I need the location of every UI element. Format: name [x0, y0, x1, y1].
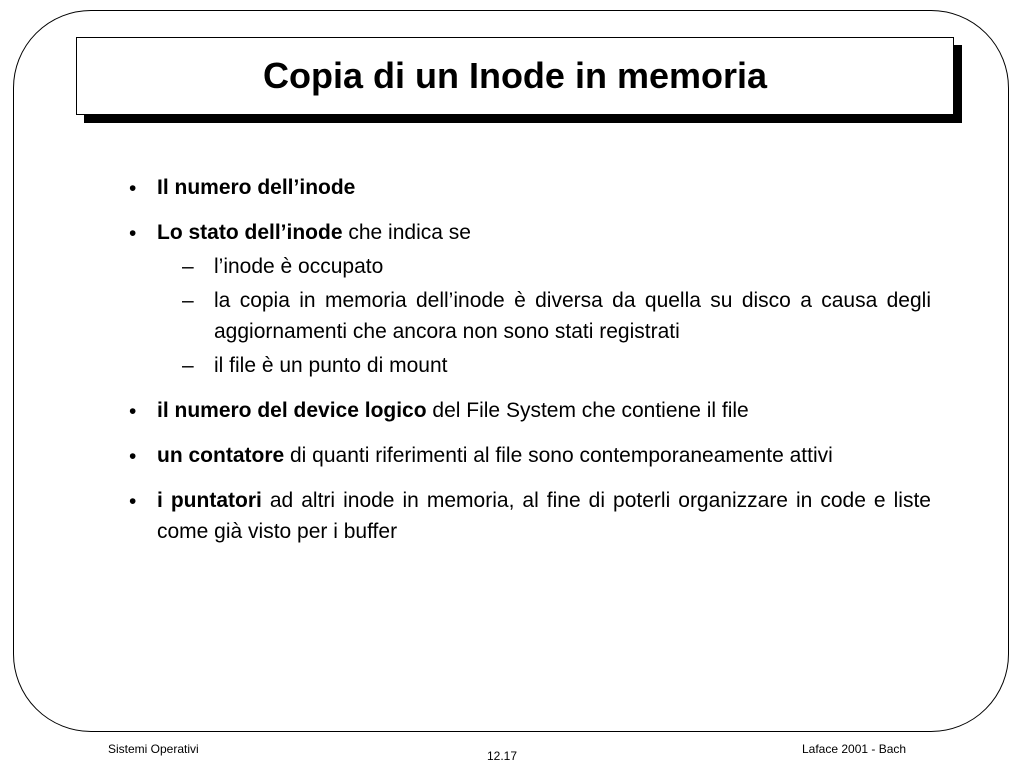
footer-course: Sistemi Operativi — [108, 742, 199, 756]
bullet-text: Lo stato dell’inode che indica se — [157, 221, 471, 244]
bullet-text: Il numero dell’inode — [157, 176, 356, 199]
bullet-item — [127, 217, 931, 381]
sub-bullet-item — [157, 251, 931, 282]
bullet-dot-icon: • — [129, 222, 137, 245]
dash-icon: – — [182, 289, 194, 312]
sub-bullet-text: l’inode è occupato — [214, 255, 384, 278]
bullet-text: il numero del device logico del File System che contiene il file — [157, 399, 749, 422]
footer-author: Laface 2001 - Bach — [802, 742, 907, 756]
bullet-item — [127, 172, 931, 203]
sub-bullet-text: la copia in memoria dell’inode è diversa da quella su disco a causa degli aggiornamenti che ancora non sono stati registrati — [214, 289, 931, 343]
slide-content — [127, 172, 931, 561]
dash-icon: – — [182, 255, 194, 278]
bullet-item — [127, 395, 931, 426]
sub-bullet-item — [157, 350, 931, 381]
sub-bullet-text: il file è un punto di mount — [214, 354, 448, 377]
bullet-item — [127, 485, 931, 547]
bullet-dot-icon: • — [129, 177, 137, 200]
sub-bullet-item — [157, 285, 931, 347]
bullet-item — [127, 440, 931, 471]
bullet-dot-icon: • — [129, 490, 137, 513]
bullet-text: i puntatori ad altri inode in memoria, al fine di poterli organizzare in code e liste come già visto per i buffer — [157, 489, 931, 543]
bullet-dot-icon: • — [129, 445, 137, 468]
sub-bullet-list — [157, 251, 931, 381]
slide-title: Copia di un Inode in memoria — [262, 55, 768, 96]
dash-icon: – — [182, 354, 194, 377]
title-box — [76, 37, 954, 115]
bullet-dot-icon: • — [129, 400, 137, 423]
bullet-text: un contatore di quanti riferimenti al file sono contemporaneamente attivi — [157, 444, 833, 467]
bullet-list — [127, 172, 931, 547]
footer-page-number: 12.17 — [487, 749, 518, 763]
